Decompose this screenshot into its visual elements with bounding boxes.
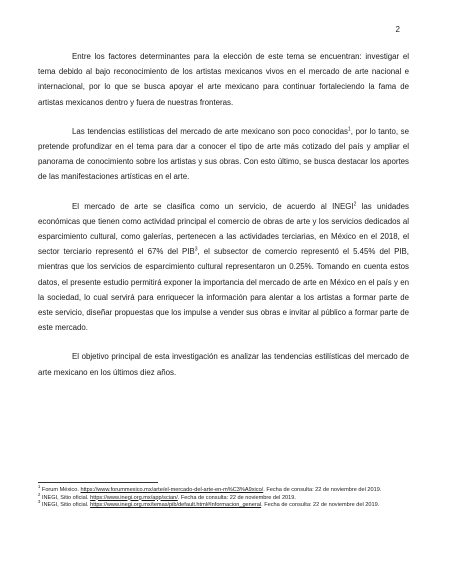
footnote-text: Forum México. — [40, 487, 81, 493]
footnote-number: 1 — [38, 484, 41, 490]
footnote-3 — [38, 499, 409, 510]
paragraph-stylistic-trends — [38, 124, 409, 185]
footnote-text: . Fecha de consulta: 22 de noviembre del 2019. — [261, 502, 380, 509]
footnote-number: 3 — [38, 499, 41, 505]
footnote-ref-3[interactable]: 3 — [194, 246, 198, 253]
footnote-link[interactable]: https://www.forummexico.mx/arte/el-mercado-del-arte-en-m%C3%A9xico/ — [80, 487, 264, 493]
body-text — [38, 49, 409, 394]
footnotes — [38, 484, 409, 510]
footnote-text: . Fecha de consulta: 22 de noviembre del 2019. — [263, 487, 382, 493]
paragraph-art-market-classification — [38, 199, 409, 336]
paragraph-text: Las tendencias estilísticas del mercado de arte mexicano son poco conocidas — [72, 126, 348, 136]
footnote-separator — [38, 482, 158, 483]
paragraph-text: , por lo tanto, se pretende profundizar en el tema para dar a conocer el tipo de arte más cotizado del país y ampliar el panorama de conocimiento sobre los artistas y sus obras. Con esto último, se busca destacar los aportes de las manifestaciones artísticas en el arte. — [38, 126, 409, 182]
paragraph-text: El mercado de arte se clasifica como un servicio, de acuerdo al INEGI — [72, 201, 354, 211]
footnote-text: INEGI, Sitio oficial. — [40, 502, 91, 509]
footnote-text: INEGI, Sitio oficial. — [40, 494, 91, 501]
footnote-link[interactable]: https://www.inegi.org.mx/app/scian/ — [90, 494, 178, 501]
footnote-ref-1[interactable]: 1 — [348, 126, 351, 133]
paragraph-text: las unidades económicas que tienen como actividad principal el comercio de obras de arte y los servicios dedicados al esparcimiento cultural, como galerías, pertenecen a las actividades terciarias, en México en el 2018, el sector terciario representó el 67% del PIB — [38, 201, 409, 257]
footnote-link[interactable]: https://www.inegi.org.mx/temas/pib/default.html#Informacion_general — [90, 502, 262, 509]
paragraph-motivation: Entre los factores determinantes para la elección de este tema se encuentran: investigar el tema debido al bajo reconocimiento de los artistas mexicanos vivos en el mercado de arte nacional e internacional, por lo que se busca apoyar el arte mexicano para continuar fortaleciendo la fama de artistas mexicanos dentro y fuera de nuestras fronteras. — [38, 52, 409, 107]
footnote-text: . Fecha de consulta: 22 de noviembre del 2019. — [177, 494, 296, 501]
paragraph-text: , el subsector de comercio representó el 5.45% del PIB, mientras que los servicios de esparcimiento cultural representaron un 0.25%. Tomando en cuenta estos datos, el presente estudio permitirá exponer la importancia del mercado de arte en México en el país y en la sociedad, lo cual servirá para enriquecer la información para alentar a los artistas a formar parte de este servicio, diseñar propuestas que los impulse a vender sus obras e invitar al público a formar parte de este mercado. — [38, 247, 409, 333]
footnote-ref-2[interactable]: 2 — [353, 201, 357, 207]
footnote-number: 2 — [38, 491, 41, 497]
footnote-1 — [38, 484, 409, 495]
paragraph-objective: El objetivo principal de esta investigación es analizar las tendencias estilísticas del mercado de arte mexicano en los últimos diez años. — [38, 352, 409, 377]
page-number: 2 — [395, 25, 400, 34]
